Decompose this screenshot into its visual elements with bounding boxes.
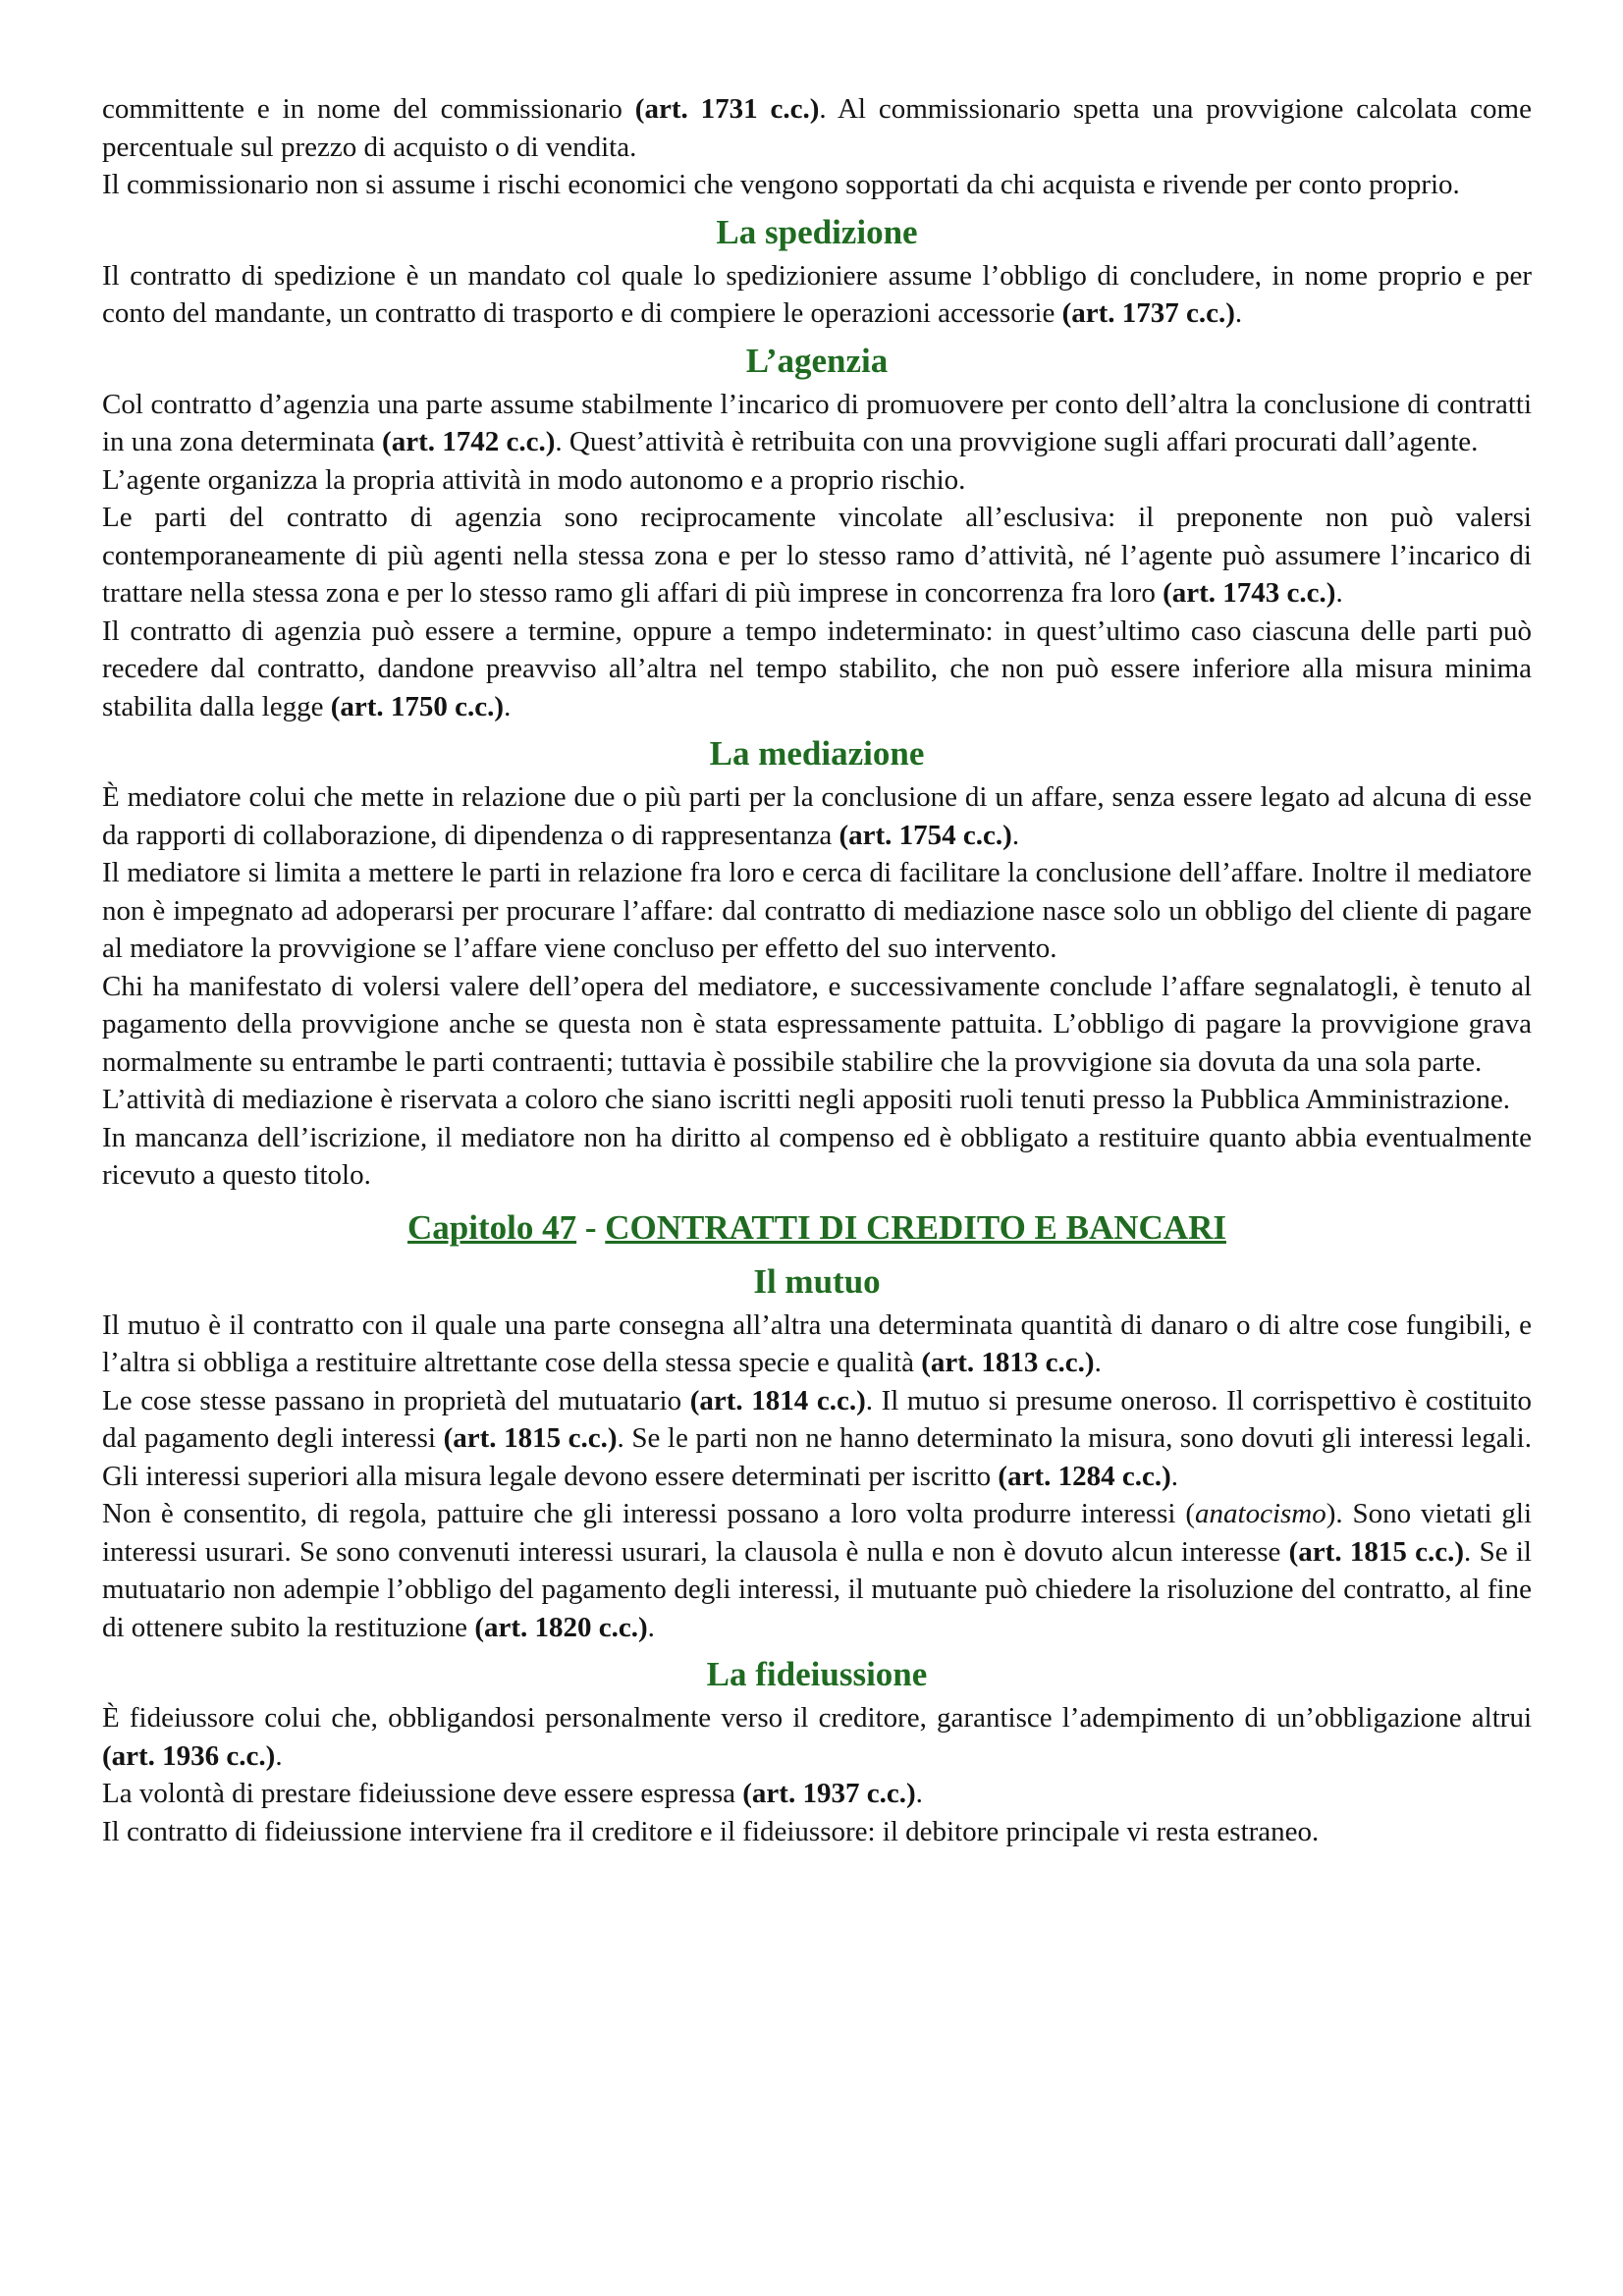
text: Le parti del contratto di agenzia sono reciprocamente vincolate all’esclusiva: il preponente non può valersi contemporaneamente di più agenti nella stessa zona e per lo stesso ramo d’attività, né l’agente può assumere l’incarico di trattare nella stessa zona e per lo stesso ramo gli affari di più imprese in concorrenza fra loro (102, 502, 1532, 609)
text: Il contratto di spedizione è un mandato col quale lo spedizioniere assume l’obbligo di concludere, in nome proprio e per conto del mandante, un contratto di trasporto e di compiere le operazioni accessorie (102, 259, 1532, 329)
article-reference: (art. 1750 c.c.) (330, 690, 505, 722)
text: . (275, 1739, 283, 1772)
text: . Se il mutuatario non adempie l’obbligo del pagamento degli interessi, il mutuante può chiedere la risoluzione del contratto, al fine di ottenere subito la restituzione (102, 1535, 1532, 1643)
article-reference: (art. 1742 c.c.) (382, 426, 556, 457)
text: . Il mutuo si presume oneroso. Il corrispettivo è costituito dal pagamento degli interessi (102, 1384, 1532, 1454)
chapter-separator: - (576, 1207, 606, 1247)
fideiussione-paragraph-1 (102, 1699, 1532, 1775)
mediazione-paragraph-3: Chi ha manifestato di volersi valere dell’opera del mediatore, e successivamente conclude l’affare segnalatogli, è tenuto al pagamento della provvigione anche se questa non è stata espressamente pattuita. L’obbligo di pagare la provvigione grava normalmente su entrambe le parti contraenti; tuttavia è possibile stabilire che la provvigione sia dovuta da una sola parte. (102, 970, 1532, 1078)
spedizione-paragraph-1 (102, 257, 1532, 333)
text: . (1335, 577, 1343, 609)
article-reference: (art. 1754 c.c.) (839, 819, 1012, 851)
intro-paragraph-2: Il commissionario non si assume i rischi economici che vengono sopportati da chi acquista e rivende per conto proprio. (102, 169, 1460, 200)
article-reference: (art. 1737 c.c.) (1061, 297, 1235, 329)
text: . (504, 690, 512, 722)
document-page (102, 90, 1532, 1850)
article-reference: (art. 1936 c.c.) (102, 1739, 276, 1772)
agenzia-paragraph-3 (102, 499, 1532, 613)
article-reference: (art. 1814 c.c.) (689, 1384, 866, 1416)
text: . (915, 1778, 923, 1809)
section-title-agenzia: L’agenzia (745, 341, 889, 380)
mediazione-paragraph-5: In mancanza dell’iscrizione, il mediatore non ha diritto al compenso ed è obbligato a restituire quanto abbia eventualmente ricevuto a questo titolo. (102, 1121, 1532, 1191)
chapter-heading (102, 1202, 1532, 1257)
text: . (1011, 819, 1020, 851)
article-reference: (art. 1284 c.c.) (998, 1460, 1171, 1492)
chapter-number: Capitolo 47 (407, 1207, 577, 1247)
italic-term: anatocismo (1195, 1498, 1326, 1529)
text: . (1170, 1460, 1178, 1492)
text: Non è consentito, di regola, pattuire che gli interessi possano a loro volta produrre interessi ( (102, 1498, 1196, 1529)
text: . Quest’attività è retribuita con una provvigione sugli affari procurati dall’agente. (555, 426, 1479, 457)
text: È mediatore colui che mette in relazione due o più parti per la conclusione di un affare, senza essere legato ad alcuna di esse da rapporti di collaborazione, di dipendenza o di rappresentanza (102, 781, 1532, 851)
fideiussione-paragraph-2 (102, 1775, 1532, 1813)
fideiussione-paragraph-3: Il contratto di fideiussione interviene fra il creditore e il fideiussore: il debitore principale vi resta estraneo. (102, 1815, 1320, 1847)
section-title-mediazione: La mediazione (709, 734, 925, 773)
text: È fideiussore colui che, obbligandosi personalmente verso il creditore, garantisce l’adempimento di un’obbligazione altrui (102, 1702, 1532, 1734)
section-title-fideiussione: La fideiussione (706, 1655, 928, 1693)
mutuo-paragraph-2 (102, 1382, 1532, 1496)
text: ). Sono vietati gli interessi usurari. Se sono convenuti interessi usurari, la clausola è nulla e non è dovuto alcun interesse (102, 1498, 1533, 1568)
mediazione-paragraph-1 (102, 778, 1532, 854)
text: Il mutuo è il contratto con il quale una parte consegna all’altra una determinata quantità di danaro o di altre cose fungibili, e l’altra si obbliga a restituire altrettante cose della stessa specie e qualità (102, 1308, 1532, 1378)
text: committente e in nome del commissionario (102, 93, 635, 125)
agenzia-paragraph-2: L’agente organizza la propria attività in modo autonomo e a proprio rischio. (102, 463, 966, 496)
text: Col contratto d’agenzia una parte assume stabilmente l’incarico di promuovere per conto dell’altra la conclusione di contratti in una zona determinata (102, 388, 1532, 457)
text: . Se le parti non ne hanno determinato la misura, sono dovuti gli interessi legali. Gli interessi superiori alla misura legale devono essere determinati per iscritto (102, 1422, 1532, 1492)
mutuo-paragraph-1 (102, 1307, 1532, 1382)
agenzia-paragraph-1 (102, 386, 1532, 461)
mutuo-paragraph-3 (102, 1495, 1532, 1646)
text: . Al commissionario spetta una provvigione calcolata come percentuale sul prezzo di acquisto o di vendita. (102, 93, 1532, 163)
text: . (1234, 297, 1243, 329)
text: La volontà di prestare fideiussione deve essere espressa (102, 1778, 743, 1809)
article-reference: (art. 1815 c.c.) (1288, 1535, 1465, 1568)
intro-paragraph-1 (102, 90, 1532, 166)
mediazione-paragraph-4: L’attività di mediazione è riservata a coloro che siano iscritti negli appositi ruoli tenuti presso la Pubblica Amministrazione. (102, 1084, 1511, 1115)
article-reference: (art. 1820 c.c.) (474, 1611, 648, 1643)
article-reference: (art. 1815 c.c.) (443, 1422, 618, 1454)
article-reference: (art. 1937 c.c.) (742, 1778, 916, 1809)
text: Il contratto di agenzia può essere a termine, oppure a tempo indeterminato: in quest’ultimo caso ciascuna delle parti può recedere dal contratto, dandone preavviso all’altra nel tempo stabilito, che non può essere inferiore alla misura minima stabilita dalla legge (102, 614, 1532, 722)
chapter-title: CONTRATTI DI CREDITO E BANCARI (605, 1207, 1226, 1247)
text: Le cose stesse passano in proprietà del mutuatario (102, 1384, 690, 1416)
article-reference: (art. 1743 c.c.) (1163, 577, 1336, 609)
agenzia-paragraph-4 (102, 613, 1532, 726)
text: . (1094, 1347, 1102, 1378)
mediazione-paragraph-2: Il mediatore si limita a mettere le parti in relazione fra loro e cerca di facilitare la conclusione dell’affare. Inoltre il mediatore non è impegnato ad adoperarsi per procurare l’affare: dal contratto di mediazione nasce solo un obbligo del cliente di pagare al mediatore la provvigione se l’affare viene concluso per effetto del suo intervento. (102, 857, 1532, 964)
section-title-mutuo: Il mutuo (753, 1261, 881, 1301)
text: . (647, 1611, 655, 1643)
article-reference: (art. 1731 c.c.) (634, 93, 820, 125)
section-title-spedizione: La spedizione (716, 212, 918, 251)
article-reference: (art. 1813 c.c.) (921, 1347, 1095, 1378)
